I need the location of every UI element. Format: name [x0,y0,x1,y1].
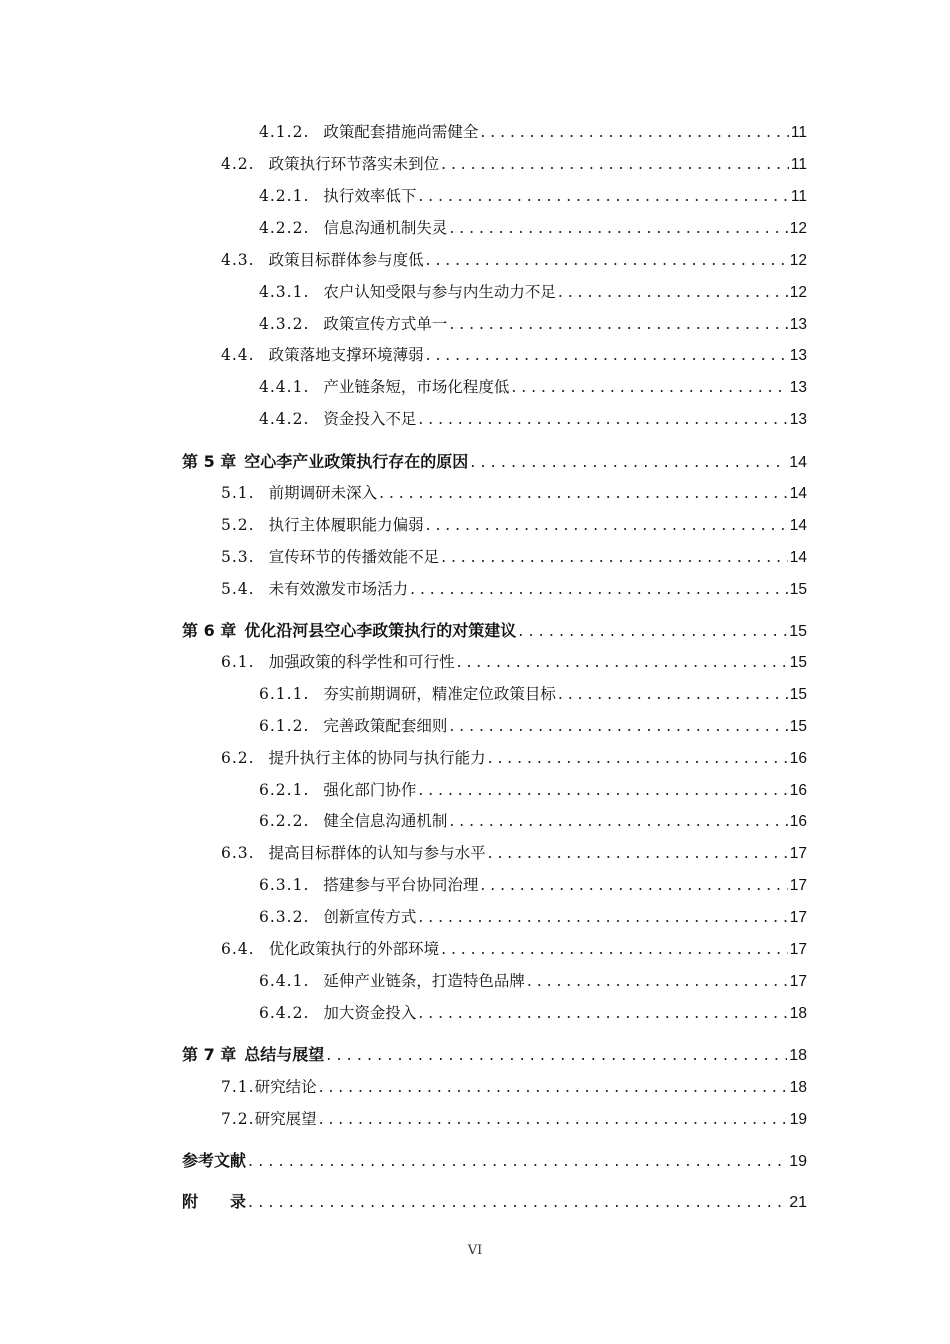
dot-leader [418,1000,787,1026]
entry-title: 加强政策的科学性和可行性 [268,653,455,671]
entry-page: 16 [789,750,807,767]
toc-entry[interactable] [259,215,807,241]
toc-entry[interactable] [259,968,807,994]
entry-page: 13 [789,411,807,428]
entry-page: 11 [790,124,807,141]
dot-leader [511,374,787,400]
toc-entry[interactable] [259,374,807,400]
entry-number: 4.3.2. [259,315,310,333]
toc-chapter-entry[interactable] [182,449,807,475]
toc-entry[interactable] [221,649,807,675]
entry-number: 6.1. [221,653,255,671]
entry-page: 17 [789,973,807,990]
dot-leader [426,342,788,368]
toc-entry[interactable] [221,1106,807,1132]
entry-title: 加大资金投入 [323,1004,417,1022]
toc-entry[interactable] [259,1000,807,1026]
dot-leader [441,544,788,570]
entry-title: 研究结论 [254,1078,317,1096]
entry-page: 15 [789,718,807,735]
entry-number: 4.2.1. [259,187,310,205]
entry-title: 政策执行环节落实未到位 [268,155,440,173]
toc-entry[interactable] [221,512,807,538]
entry-number: 6.2. [221,749,255,767]
toc-entry[interactable] [259,713,807,739]
entry-number: 7.1. [221,1078,255,1096]
entry-title: 提高目标群体的认知与参与水平 [268,844,486,862]
dot-leader [527,968,788,994]
dot-leader [488,745,788,771]
references-title: 参考文献 [182,1151,247,1170]
entry-page: 13 [789,379,807,396]
entry-page: 13 [789,316,807,333]
entry-number: 5.1. [221,484,255,502]
toc-entry[interactable] [221,1074,807,1100]
entry-page: 17 [789,845,807,862]
dot-leader [449,311,787,337]
entry-number: 6.3. [221,844,255,862]
dot-leader [518,618,787,644]
entry-number: 4.4. [221,346,255,364]
dot-leader [441,151,789,177]
entry-number: 6.3.1. [259,876,310,894]
dot-leader [319,1106,788,1132]
entry-page: 14 [789,549,807,566]
entry-title: 政策目标群体参与度低 [268,251,424,269]
toc-chapter-entry[interactable] [182,1042,807,1068]
entry-page: 13 [789,347,807,364]
dot-leader [480,872,787,898]
toc-entry[interactable] [259,777,807,803]
entry-page: 17 [789,941,807,958]
entry-title: 优化政策执行的外部环境 [268,940,440,958]
entry-title: 提升执行主体的协同与执行能力 [268,749,486,767]
dot-leader [379,480,788,506]
dot-leader [470,449,787,475]
entry-page: 19 [789,1111,807,1128]
entry-page: 14 [789,517,807,534]
chapter-title: 空心李产业政策执行存在的原因 [244,452,469,471]
entry-number: 4.2.2. [259,219,310,237]
dot-leader [418,777,787,803]
entry-number: 4.3.1. [259,283,310,301]
entry-number: 6.2.1. [259,781,310,799]
toc-chapter-entry[interactable] [182,618,807,644]
entry-number: 6.3.2. [259,908,310,926]
entry-title: 未有效激发市场活力 [268,580,409,598]
dot-leader [426,247,788,273]
toc-entry[interactable] [221,745,807,771]
toc-references-entry[interactable] [182,1148,807,1174]
entry-page: 19 [789,1153,807,1170]
entry-title: 搭建参与平台协同治理 [323,876,479,894]
entry-page: 15 [789,581,807,598]
entry-number: 4.4.1. [259,378,310,396]
entry-title: 研究展望 [254,1110,317,1128]
entry-page: 11 [790,156,807,173]
dot-leader [480,119,789,145]
entry-title: 创新宣传方式 [323,908,417,926]
toc-entry[interactable] [221,936,807,962]
dot-leader [457,649,788,675]
dot-leader [426,512,788,538]
entry-title: 强化部门协作 [323,781,417,799]
entry-title: 执行效率低下 [323,187,417,205]
entry-page: 14 [789,485,807,502]
entry-page: 18 [789,1079,807,1096]
dot-leader [558,279,788,305]
toc-appendix-entry[interactable] [182,1189,807,1215]
entry-page: 18 [789,1005,807,1022]
entry-title: 资金投入不足 [323,410,417,428]
toc-entry[interactable] [259,406,807,432]
entry-title: 政策配套措施尚需健全 [323,123,479,141]
dot-leader [326,1042,787,1068]
entry-page: 15 [789,654,807,671]
toc-entry[interactable] [221,840,807,866]
dot-leader [418,904,787,930]
entry-title: 延伸产业链条，打造特色品牌 [323,972,525,990]
dot-leader [449,215,787,241]
toc-entry[interactable] [259,183,807,209]
entry-title: 夯实前期调研，精准定位政策目标 [323,685,556,703]
chapter-title: 优化沿河县空心李政策执行的对策建议 [244,621,517,640]
entry-number: 5.4. [221,580,255,598]
entry-number: 6.4.2. [259,1004,310,1022]
entry-page: 12 [789,252,807,269]
dot-leader [418,406,787,432]
entry-page: 12 [789,220,807,237]
entry-number: 4.1.2. [259,123,310,141]
toc-entry[interactable] [259,279,807,305]
chapter-number: 第 5 章 [182,452,237,471]
entry-number: 5.2. [221,516,255,534]
dot-leader [449,808,787,834]
entry-page: 18 [789,1047,807,1064]
entry-page: 16 [789,813,807,830]
entry-number: 6.2.2. [259,812,310,830]
toc-entry[interactable] [259,311,807,337]
entry-page: 17 [789,877,807,894]
entry-title: 政策落地支撑环境薄弱 [268,346,424,364]
entry-page: 12 [789,284,807,301]
chapter-number: 第 7 章 [182,1045,237,1064]
dot-leader [449,713,787,739]
entry-title: 产业链条短，市场化程度低 [323,378,510,396]
entry-number: 6.1.1. [259,685,310,703]
toc-entry[interactable] [259,808,807,834]
entry-title: 完善政策配套细则 [323,717,448,735]
dot-leader [558,681,788,707]
page-number: VI [467,1243,483,1258]
entry-title: 宣传环节的传播效能不足 [268,548,440,566]
entry-title: 信息沟通机制失灵 [323,219,448,237]
entry-page: 11 [790,188,807,205]
entry-number: 5.3. [221,548,255,566]
entry-page: 15 [789,623,807,640]
dot-leader [410,576,788,602]
chapter-number: 第 6 章 [182,621,237,640]
dot-leader [248,1148,787,1174]
appendix-title: 附 录 [182,1192,247,1211]
entry-page: 16 [789,782,807,799]
entry-number: 6.4. [221,940,255,958]
dot-leader [488,840,788,866]
entry-number: 4.3. [221,251,255,269]
entry-title: 农户认知受限与参与内生动力不足 [323,283,556,301]
dot-leader [319,1074,788,1100]
entry-title: 健全信息沟通机制 [323,812,448,830]
toc-entry[interactable] [259,119,807,145]
dot-leader [441,936,788,962]
entry-page: 14 [789,454,807,471]
entry-number: 4.4.2. [259,410,310,428]
chapter-title: 总结与展望 [244,1045,325,1064]
toc-entry[interactable] [221,342,807,368]
toc-entry[interactable] [221,576,807,602]
entry-number: 7.2. [221,1110,255,1128]
toc-entry[interactable] [259,904,807,930]
toc-entry[interactable] [259,681,807,707]
entry-number: 4.2. [221,155,255,173]
entry-page: 21 [789,1194,807,1211]
toc-entry[interactable] [221,151,807,177]
toc-entry[interactable] [221,544,807,570]
entry-page: 17 [789,909,807,926]
dot-leader [418,183,789,209]
entry-number: 6.1.2. [259,717,310,735]
toc-entry[interactable] [259,872,807,898]
toc-entry[interactable] [221,480,807,506]
entry-page: 15 [789,686,807,703]
entry-title: 政策宣传方式单一 [323,315,448,333]
entry-title: 执行主体履职能力偏弱 [268,516,424,534]
entry-number: 6.4.1. [259,972,310,990]
dot-leader [248,1189,787,1215]
entry-title: 前期调研未深入 [268,484,378,502]
toc-entry[interactable] [221,247,807,273]
